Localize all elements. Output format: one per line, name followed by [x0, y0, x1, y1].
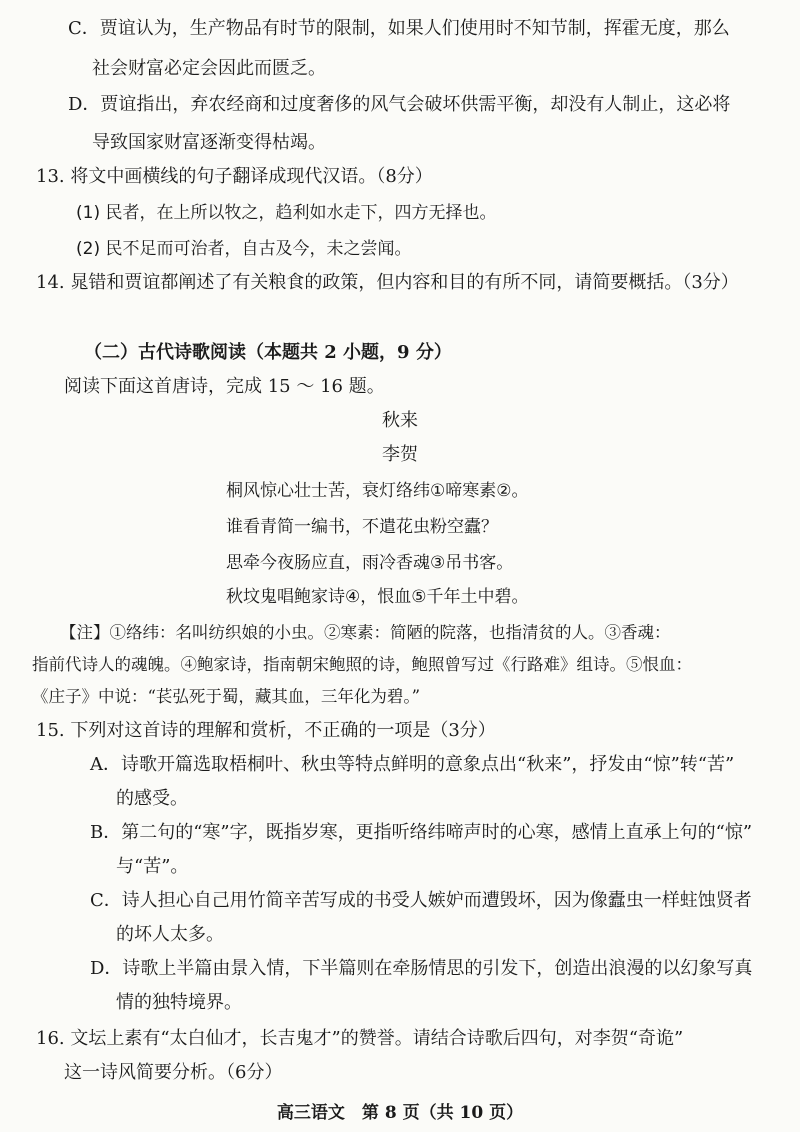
poem-line: 思牵今夜肠应直，雨冷香魂③吊书客。 — [226, 553, 514, 573]
poem-line: 桐风惊心壮士苦，衰灯络纬①啼寒素②。 — [226, 481, 529, 501]
q15-option-c-line1: C．诗人担心自己用竹简辛苦写成的书受人嫉妒而遭毁坏，因为像蠹虫一样蛀蚀贤者 — [90, 890, 752, 911]
q15-stem: 15. 下列对这首诗的理解和赏析，不正确的一项是（3分） — [36, 720, 496, 741]
poem-author: 李贺 — [382, 444, 418, 465]
q16-line2: 这一诗风简要分析。（6分） — [64, 1062, 283, 1083]
q15-option-b-line1: B．第二句的“寒”字，既指岁寒，更指听络纬啼声时的心寒，感情上直承上句的“惊” — [90, 822, 753, 843]
q13-item-2: (2) 民不足而可治者，自古及今，未之尝闻。 — [76, 239, 412, 259]
q15-option-d-line2: 情的独特境界。 — [116, 992, 242, 1013]
q15-option-a-line2: 的感受。 — [116, 788, 188, 809]
q12-option-c-line2: 社会财富必定会因此而匮乏。 — [92, 58, 326, 79]
section-2-heading: （二）古代诗歌阅读（本题共 2 小题，9 分） — [84, 342, 452, 363]
q12-option-d-line1: D．贾谊指出，弃农经商和过度奢侈的风气会破坏供需平衡，却没有人制止，这必将 — [68, 94, 731, 115]
q15-option-d-line1: D．诗歌上半篇由景入情，下半篇则在牵肠情思的引发下，创造出浪漫的以幻象写真 — [90, 958, 753, 979]
q16-line1: 16. 文坛上素有“太白仙才，长吉鬼才”的赞誉。请结合诗歌后四句，对李贺“奇诡” — [36, 1028, 684, 1049]
q12-option-d-line2: 导致国家财富逐渐变得枯竭。 — [92, 132, 326, 153]
q13-item-1: (1) 民者，在上所以牧之，趋利如水走下，四方无择也。 — [76, 203, 497, 223]
notes-line3: 《庄子》中说：“苌弘死于蜀，藏其血，三年化为碧。” — [32, 687, 421, 706]
section-2-instruction: 阅读下面这首唐诗，完成 15 ～ 16 题。 — [64, 376, 385, 397]
poem-line: 秋坟鬼唱鲍家诗④，恨血⑤千年土中碧。 — [226, 587, 529, 607]
poem-title: 秋来 — [382, 410, 418, 431]
q15-option-b-line2: 与“苦”。 — [116, 856, 189, 877]
page-footer: 高三语文 第 8 页（共 10 页） — [276, 1103, 524, 1123]
q15-option-a-line1: A．诗歌开篇选取梧桐叶、秋虫等特点鲜明的意象点出“秋来”，抒发由“惊”转“苦” — [90, 754, 735, 775]
poem-line: 谁看青简一编书，不遣花虫粉空蠹？ — [226, 517, 498, 537]
q14-stem: 14. 晁错和贾谊都阐述了有关粮食的政策，但内容和目的有所不同，请简要概括。（3分） — [36, 272, 739, 293]
notes-line1: 【注】①络纬：名叫纺织娘的小虫。②寒素：简陋的院落，也指清贫的人。③香魂： — [60, 623, 671, 642]
q15-option-c-line2: 的坏人太多。 — [116, 924, 224, 945]
notes-line2: 指前代诗人的魂魄。④鲍家诗，指南朝宋鲍照的诗，鲍照曾写过《行路难》组诗。⑤恨血： — [32, 655, 692, 674]
q13-stem: 13. 将文中画横线的句子翻译成现代汉语。（8分） — [36, 166, 433, 187]
q12-option-c-line1: C．贾谊认为，生产物品有时节的限制，如果人们使用时不知节制，挥霍无度，那么 — [68, 18, 730, 39]
